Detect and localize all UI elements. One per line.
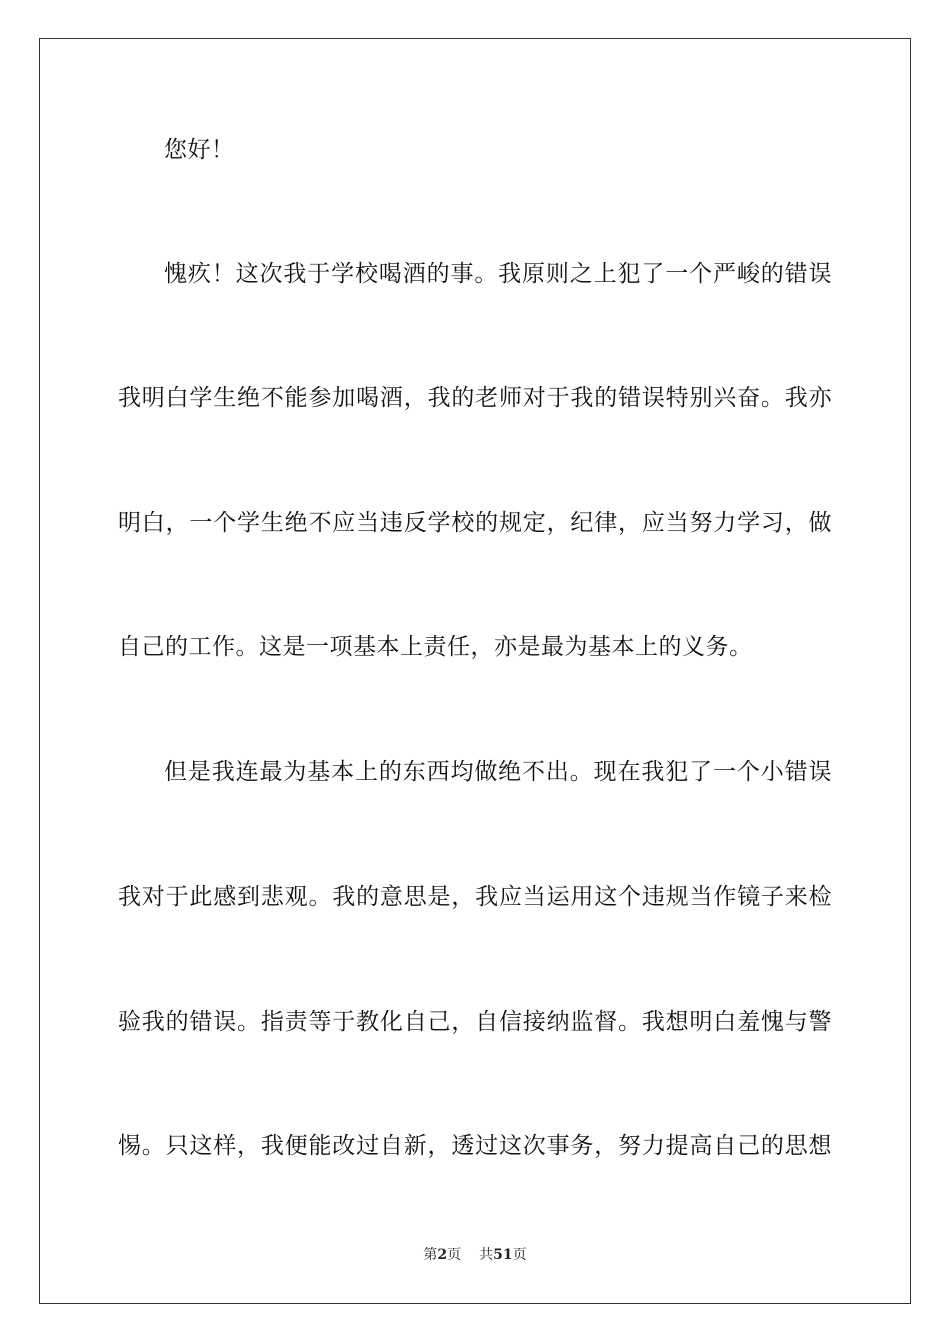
body-line: 惕。只这样，我便能改过自新，透过这次事务，努力提高自己的思想 [118, 1133, 832, 1159]
greeting-line: 您好！ [164, 137, 235, 163]
total-pages: 51 [493, 1247, 513, 1263]
page-number-prefix: 第 [423, 1247, 438, 1263]
page-border [39, 38, 911, 1304]
page-number: 2 [437, 1247, 448, 1263]
body-line: 验我的错误。指责等于教化自己，自信接纳监督。我想明白羞愧与警 [118, 1009, 832, 1035]
body-line: 明白，一个学生绝不应当违反学校的规定，纪律，应当努力学习，做 [118, 510, 832, 536]
page-footer [0, 1246, 950, 1264]
body-line: 但是我连最为基本上的东西均做绝不出。现在我犯了一个小错误 [164, 759, 832, 785]
body-line: 愧疚！这次我于学校喝酒的事。我原则之上犯了一个严峻的错误 [164, 261, 832, 287]
body-line: 我对于此感到悲观。我的意思是，我应当运用这个违规当作镜子来检 [118, 884, 832, 910]
body-line: 我明白学生绝不能参加喝酒，我的老师对于我的错误特别兴奋。我亦 [118, 385, 832, 411]
total-pages-suffix: 页 [512, 1247, 527, 1263]
body-line: 自己的工作。这是一项基本上责任，亦是最为基本上的义务。 [118, 634, 753, 660]
page-number-suffix: 页 [447, 1247, 462, 1263]
total-pages-prefix: 共 [479, 1247, 494, 1263]
